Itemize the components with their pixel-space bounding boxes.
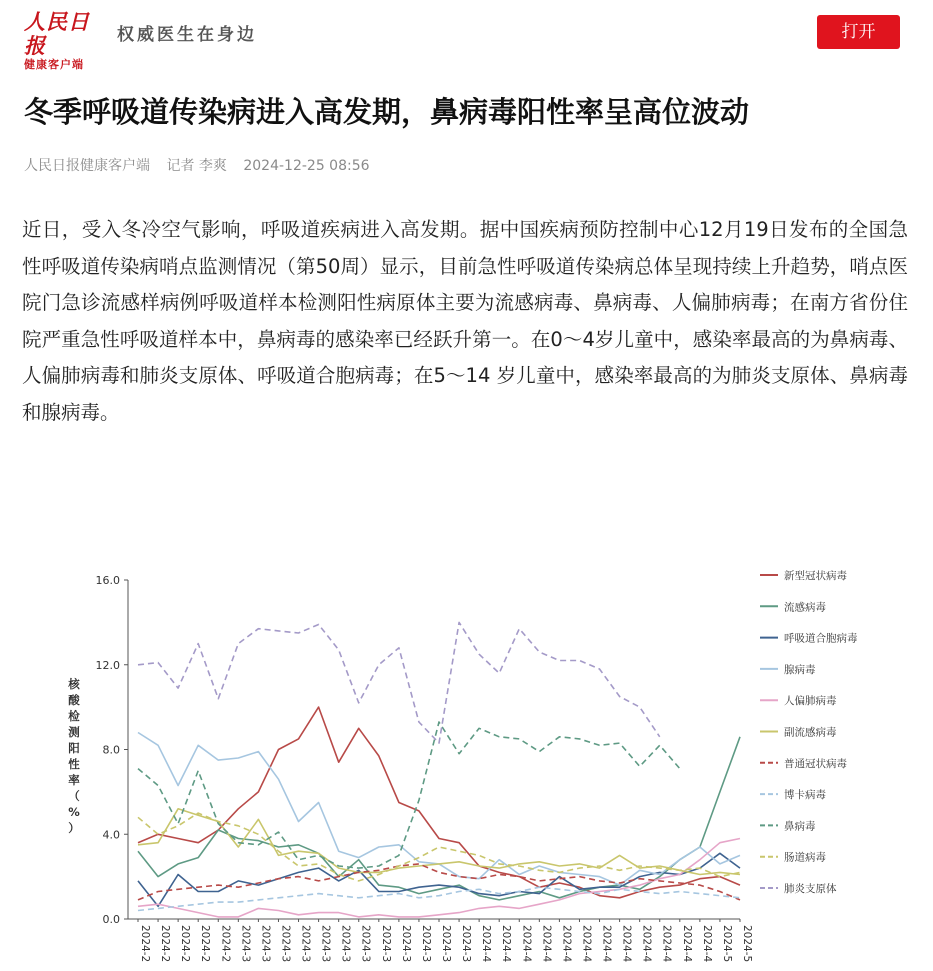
chart-svg [60, 560, 880, 967]
x-tick-label: 2024-4 [620, 925, 633, 963]
x-tick-label: 2024-3 [339, 925, 352, 963]
logo-title: 人民日报 [24, 9, 90, 58]
x-tick-label: 2024-2 [179, 925, 192, 963]
app-header [0, 0, 933, 71]
series-line [138, 887, 740, 910]
series-line [138, 722, 680, 868]
x-tick-label: 2024-4 [480, 925, 493, 963]
y-axis-label-char: （ [68, 789, 80, 803]
article-meta [24, 155, 382, 175]
x-tick-label: 2024-2 [139, 925, 151, 963]
legend-label: 普通冠状病毒 [784, 757, 847, 770]
x-tick-label: 2024-3 [259, 925, 272, 963]
y-axis-label-char: % [68, 805, 80, 819]
x-tick-label: 2024-3 [299, 925, 312, 963]
x-tick-label: 2024-4 [660, 925, 673, 963]
y-axis-label-char: 阳 [68, 741, 80, 755]
x-tick-label: 2024-3 [419, 925, 432, 963]
article-author: 记者 李爽 [166, 158, 227, 174]
legend-label: 人偏肺病毒 [784, 695, 837, 708]
legend-label: 肠道病毒 [784, 851, 826, 864]
series-line [138, 813, 740, 881]
x-tick-label: 2024-4 [680, 925, 693, 963]
x-tick-label: 2024-4 [600, 925, 613, 963]
legend-label: 鼻病毒 [784, 820, 816, 833]
article-source: 人民日报健康客户端 [24, 158, 150, 174]
x-tick-label: 2024-3 [379, 925, 392, 963]
y-tick-label: 12.0 [95, 658, 120, 672]
slogan: 权威医生在身边 [117, 25, 257, 45]
brand-logo[interactable] [24, 9, 96, 71]
logo-subtitle: 健康客户端 [24, 58, 84, 71]
article-datetime: 2024-12-25 08:56 [243, 158, 370, 174]
legend-label: 肺炎支原体 [784, 883, 837, 895]
y-axis-label-char: 率 [68, 773, 80, 787]
x-tick-label: 2024-5 [720, 925, 733, 963]
y-tick-label: 8.0 [102, 743, 120, 757]
y-axis-label-char: 测 [68, 725, 80, 739]
x-tick-label: 2024-4 [640, 925, 653, 963]
article-paragraph: 近日，受入冬冷空气影响，呼吸道疾病进入高发期。据中国疾病预防控制中心12月19日发布的全国急性呼吸道传染病哨点监测情况（第50周）显示，目前急性呼吸道传染病总体呈现持续上升趋势，哨点医院门急诊流感样病例呼吸道样本检测阳性病原体主要为流感病毒、鼻病毒、人偏肺病毒；在南方省份住院严重急性呼吸道样本中，鼻病毒的感染率已经跃升第一。在0～4岁儿童中，感染率最高的为鼻病毒、人偏肺病毒和肺炎支原体、呼吸道合胞病毒；在5～14 岁儿童中，感染率最高的为肺炎支原体、鼻病毒和腺病毒。 [22, 218, 908, 424]
x-tick-label: 2024-2 [159, 925, 172, 963]
x-tick-label: 2024-4 [500, 925, 513, 963]
series-line [138, 707, 740, 898]
x-tick-label: 2024-4 [520, 925, 533, 963]
legend-label: 副流感病毒 [784, 726, 837, 739]
x-tick-label: 2024-2 [219, 925, 232, 963]
y-axis-label-char: 核 [68, 677, 80, 691]
x-tick-label: 2024-4 [580, 925, 593, 963]
y-axis-label-char: 性 [68, 757, 80, 771]
x-tick-label: 2024-4 [700, 925, 713, 963]
x-tick-label: 2024-3 [440, 925, 452, 963]
y-tick-label: 16.0 [95, 574, 120, 587]
y-axis-label-char: 酸 [68, 693, 80, 707]
positivity-rate-chart [60, 560, 880, 967]
x-tick-label: 2024-4 [540, 925, 553, 963]
legend-label: 新型冠状病毒 [784, 570, 847, 582]
series-line [138, 839, 740, 917]
article-title: 冬季呼吸道传染病进入高发期，鼻病毒阳性率呈高位波动 [24, 95, 750, 129]
legend-label: 腺病毒 [784, 663, 816, 676]
x-tick-label: 2024-3 [239, 925, 252, 963]
x-tick-label: 2024-3 [460, 925, 473, 963]
legend-label: 博卡病毒 [784, 789, 826, 802]
y-tick-label: 4.0 [102, 828, 120, 842]
legend-label: 呼吸道合胞病毒 [784, 632, 858, 645]
y-axis-label-char: 检 [68, 709, 80, 723]
y-tick-label: 0.0 [102, 913, 120, 926]
x-tick-label: 2024-4 [560, 925, 573, 963]
legend-label: 流感病毒 [784, 601, 826, 614]
x-tick-label: 2024-5 [741, 925, 753, 963]
open-app-button[interactable]: 打开 [817, 15, 900, 49]
series-line [138, 622, 660, 743]
x-tick-label: 2024-3 [359, 925, 372, 963]
x-tick-label: 2024-2 [199, 925, 212, 963]
x-tick-label: 2024-3 [319, 925, 332, 963]
y-axis-label-char: ） [68, 821, 80, 835]
x-tick-label: 2024-3 [279, 925, 292, 963]
x-tick-label: 2024-3 [399, 925, 412, 963]
